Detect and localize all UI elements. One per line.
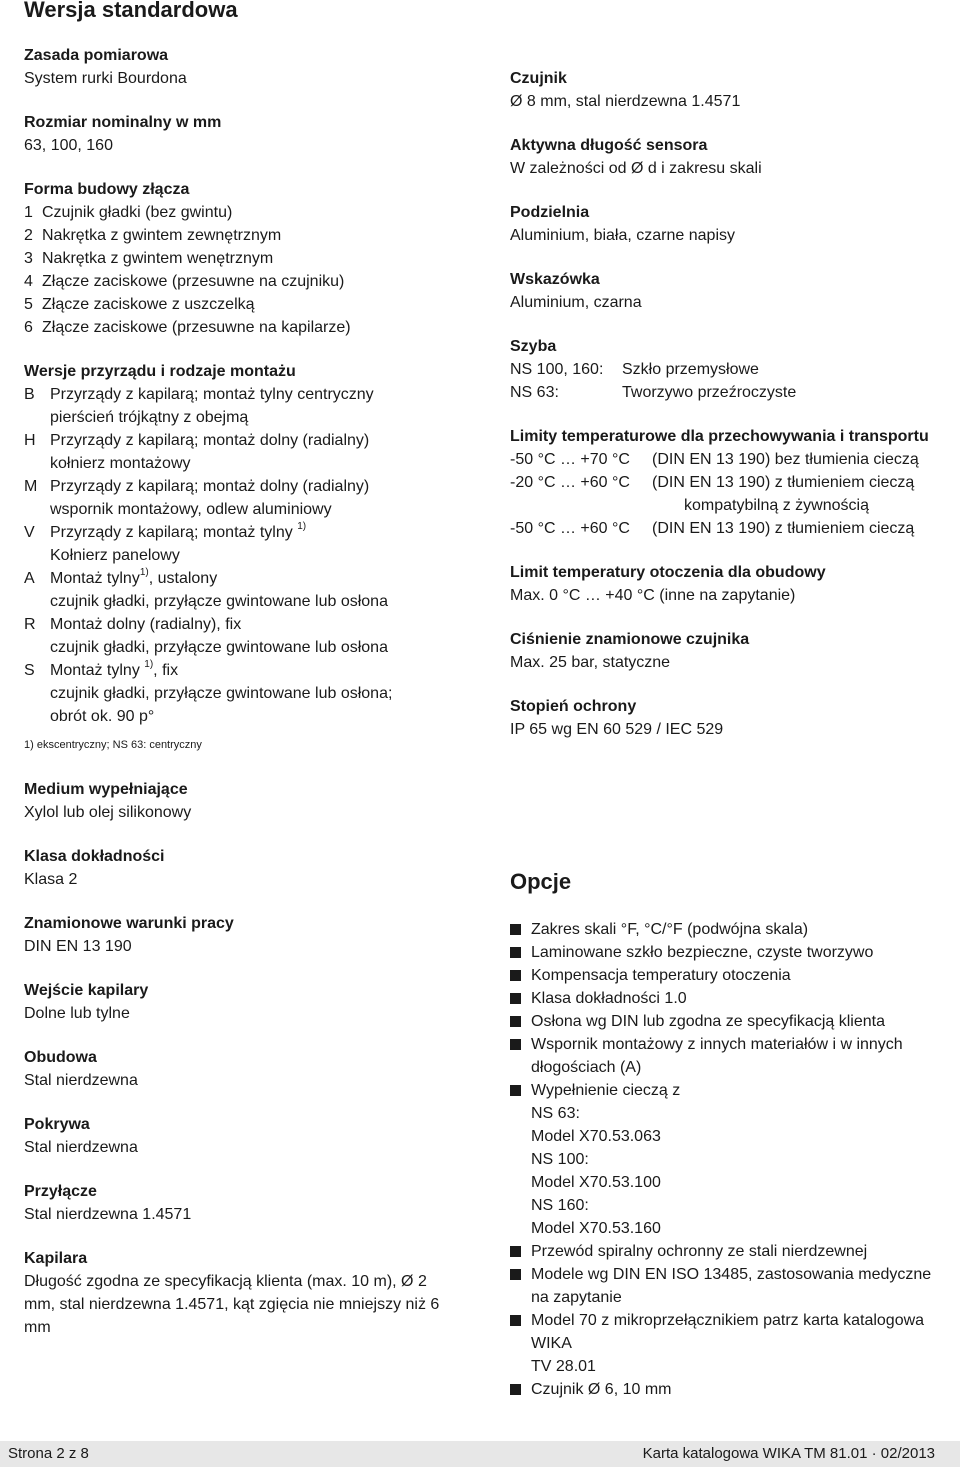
section-medium bbox=[24, 778, 474, 824]
list-item bbox=[24, 293, 484, 316]
option-text: Przewód spiralny ochronny ze stali nierdzewnej bbox=[531, 1243, 868, 1260]
section-value: W zależności od Ø d i zakresu skali bbox=[510, 160, 762, 177]
item-text: Złącze zaciskowe z uszczelką bbox=[42, 296, 255, 313]
temp-note: kompatybilną z żywnością bbox=[684, 497, 869, 514]
option-text: Kompensacja temperatury otoczenia bbox=[531, 967, 791, 984]
item-code: B bbox=[24, 386, 35, 403]
section-zasada bbox=[24, 44, 484, 90]
section-stopien bbox=[510, 695, 960, 741]
glass-row bbox=[510, 381, 960, 404]
option-text: Wypełnienie cieczą z bbox=[531, 1082, 681, 1099]
item-number: 1 bbox=[24, 204, 33, 221]
square-bullet-icon bbox=[510, 1016, 521, 1027]
section-value: Aluminium, biała, czarne napisy bbox=[510, 227, 735, 244]
list-item bbox=[24, 224, 484, 247]
section-obudowa bbox=[24, 1046, 474, 1092]
section-szyba bbox=[510, 335, 960, 404]
section-aktywna bbox=[510, 134, 960, 180]
option-item bbox=[510, 918, 960, 941]
item-line: Przyrządy z kapilarą; montaż tylny centryczny bbox=[50, 386, 374, 403]
option-item bbox=[510, 1240, 960, 1263]
square-bullet-icon bbox=[510, 924, 521, 935]
model-size: NS 63: bbox=[531, 1105, 580, 1122]
section-value: 63, 100, 160 bbox=[24, 137, 113, 154]
temp-row bbox=[510, 517, 960, 540]
list-item bbox=[24, 475, 484, 521]
temp-note: (DIN EN 13 190) z tłumieniem cieczą bbox=[652, 474, 915, 491]
section-pokrywa bbox=[24, 1113, 474, 1159]
section-title: Szyba bbox=[510, 338, 557, 355]
section-title: Zasada pomiarowa bbox=[24, 47, 169, 64]
option-item bbox=[510, 1309, 960, 1378]
item-code: H bbox=[24, 432, 36, 449]
section-title: Znamionowe warunki pracy bbox=[24, 915, 234, 932]
section-value: Długość zgodna ze specyfikacją klienta (max. 10 m), Ø 2 bbox=[24, 1273, 427, 1290]
list-item bbox=[24, 521, 484, 567]
square-bullet-icon bbox=[510, 947, 521, 958]
option-item bbox=[510, 987, 960, 1010]
option-text: Zakres skali °F, °C/°F (podwójna skala) bbox=[531, 921, 809, 938]
item-line-text: Przyrządy z kapilarą; montaż tylny bbox=[50, 524, 298, 541]
footnote-ref: 1) bbox=[144, 658, 154, 670]
options-column bbox=[510, 868, 960, 1401]
section-value: Aluminium, czarna bbox=[510, 294, 642, 311]
list-item bbox=[24, 316, 484, 339]
section-przylacze bbox=[24, 1180, 474, 1226]
footnote: 1) ekscentryczny; NS 63: centryczny bbox=[24, 739, 202, 751]
item-line bbox=[50, 521, 484, 544]
list-item bbox=[24, 567, 484, 613]
option-text: Wspornik montażowy z innych materiałów i w innych bbox=[531, 1036, 903, 1053]
option-item bbox=[510, 1378, 960, 1401]
item-line: wspornik montażowy, odlew aluminiowy bbox=[50, 501, 332, 518]
item-line-text: Montaż tylny bbox=[50, 662, 145, 679]
item-line: Montaż dolny (radialny), fix bbox=[50, 616, 242, 633]
section-value: System rurki Bourdona bbox=[24, 70, 187, 87]
option-text: Model 70 z mikroprzełącznikiem patrz karta katalogowa bbox=[531, 1312, 925, 1329]
section-value: Stal nierdzewna 1.4571 bbox=[24, 1206, 192, 1223]
item-number: 3 bbox=[24, 250, 33, 267]
section-klasa bbox=[24, 845, 474, 891]
glass-row bbox=[510, 358, 960, 381]
section-value: Klasa 2 bbox=[24, 871, 78, 888]
item-line: czujnik gładki, przyłącze gwintowane lub osłona bbox=[50, 639, 388, 656]
section-title: Pokrywa bbox=[24, 1116, 90, 1133]
temp-row bbox=[510, 448, 960, 471]
temp-range: -20 °C … +60 °C bbox=[510, 474, 630, 491]
item-line: Kołnierz panelowy bbox=[50, 547, 180, 564]
option-text: Czujnik Ø 6, 10 mm bbox=[531, 1381, 672, 1398]
square-bullet-icon bbox=[510, 1315, 521, 1326]
section-title: Podzielnia bbox=[510, 204, 590, 221]
item-code: R bbox=[24, 616, 36, 633]
section-limit-otoczenia bbox=[510, 561, 960, 607]
item-line-text: , ustalony bbox=[148, 570, 218, 587]
model-name: Model X70.53.063 bbox=[531, 1128, 661, 1145]
section-wejscie bbox=[24, 979, 474, 1025]
section-podzielnia bbox=[510, 201, 960, 247]
square-bullet-icon bbox=[510, 970, 521, 981]
page-number: Strona 2 z 8 bbox=[8, 1445, 89, 1462]
model-name: Model X70.53.100 bbox=[531, 1174, 661, 1191]
section-value: Stal nierdzewna bbox=[24, 1139, 138, 1156]
model-row bbox=[531, 1194, 680, 1240]
item-code: A bbox=[24, 570, 35, 587]
item-line: Przyrządy z kapilarą; montaż dolny (radialny) bbox=[50, 432, 370, 449]
section-value: Stal nierdzewna bbox=[24, 1072, 138, 1089]
option-text: Klasa dokładności 1.0 bbox=[531, 990, 687, 1007]
section-kapilara bbox=[24, 1247, 474, 1339]
mounting-list bbox=[24, 383, 484, 728]
section-title: Limit temperatury otoczenia dla obudowy bbox=[510, 564, 826, 581]
left-column-top bbox=[24, 44, 484, 773]
option-item bbox=[510, 1033, 960, 1079]
temp-note: (DIN EN 13 190) z tłumieniem cieczą bbox=[652, 520, 915, 537]
glass-type: Tworzywo przeźroczyste bbox=[622, 384, 797, 401]
connection-form-list bbox=[24, 201, 484, 339]
list-item bbox=[24, 201, 484, 224]
item-line: obrót ok. 90 p° bbox=[50, 708, 155, 725]
model-size: NS 100: bbox=[531, 1151, 589, 1168]
section-czujnik bbox=[510, 67, 960, 113]
section-wskazowka bbox=[510, 268, 960, 314]
section-value: DIN EN 13 190 bbox=[24, 938, 132, 955]
section-rozmiar bbox=[24, 111, 484, 157]
item-line: Przyrządy z kapilarą; montaż dolny (radialny) bbox=[50, 478, 370, 495]
section-value: Max. 0 °C … +40 °C (inne na zapytanie) bbox=[510, 587, 796, 604]
model-row bbox=[531, 1148, 680, 1194]
right-column-top bbox=[510, 67, 960, 762]
section-title: Aktywna długość sensora bbox=[510, 137, 708, 154]
options-list bbox=[510, 918, 960, 1401]
item-line-text: , fix bbox=[153, 662, 179, 679]
list-item bbox=[24, 383, 484, 429]
glass-type: Szkło przemysłowe bbox=[622, 361, 759, 378]
page-footer bbox=[0, 1441, 960, 1467]
section-title: Wskazówka bbox=[510, 271, 600, 288]
section-value: mm, stal nierdzewna 1.4571, kąt zgięcia nie mniejszy niż 6 bbox=[24, 1296, 440, 1313]
square-bullet-icon bbox=[510, 993, 521, 1004]
model-list bbox=[531, 1102, 680, 1240]
section-warunki bbox=[24, 912, 474, 958]
section-title: Rozmiar nominalny w mm bbox=[24, 114, 222, 131]
section-title: Wejście kapilary bbox=[24, 982, 149, 999]
section-title: Stopień ochrony bbox=[510, 698, 637, 715]
list-item bbox=[24, 429, 484, 475]
option-item bbox=[510, 964, 960, 987]
section-title: Wersje przyrządu i rodzaje montażu bbox=[24, 363, 296, 380]
square-bullet-icon bbox=[510, 1085, 521, 1096]
item-line: pierścień trójkątny z obejmą bbox=[50, 409, 249, 426]
item-line: czujnik gładki, przyłącze gwintowane lub osłona; bbox=[50, 685, 393, 702]
list-item bbox=[24, 659, 484, 728]
left-column-bottom bbox=[24, 778, 474, 1360]
section-title: Limity temperaturowe dla przechowywania i transportu bbox=[510, 428, 929, 445]
option-text: dłogościach (A) bbox=[531, 1059, 642, 1076]
section-value: Dolne lub tylne bbox=[24, 1005, 130, 1022]
list-item bbox=[24, 270, 484, 293]
option-item bbox=[510, 1079, 960, 1240]
item-text: Czujnik gładki (bez gwintu) bbox=[42, 204, 233, 221]
page-title: Wersja standardowa bbox=[24, 0, 238, 22]
square-bullet-icon bbox=[510, 1269, 521, 1280]
item-line bbox=[50, 567, 484, 590]
temp-note: (DIN EN 13 190) bez tłumienia cieczą bbox=[652, 451, 919, 468]
section-title: Medium wypełniające bbox=[24, 781, 188, 798]
list-item bbox=[24, 613, 484, 659]
square-bullet-icon bbox=[510, 1246, 521, 1257]
option-text: WIKA bbox=[531, 1335, 572, 1352]
glass-size: NS 100, 160: bbox=[510, 361, 604, 378]
item-line bbox=[50, 659, 484, 682]
section-value: IP 65 wg EN 60 529 / IEC 529 bbox=[510, 721, 724, 738]
footnote-ref: 1) bbox=[139, 566, 149, 578]
item-text: Nakrętka z gwintem wenętrznym bbox=[42, 250, 274, 267]
section-title: Forma budowy złącza bbox=[24, 181, 190, 198]
options-title: Opcje bbox=[510, 869, 572, 894]
item-code: V bbox=[24, 524, 35, 541]
section-wersje bbox=[24, 360, 484, 752]
section-title: Klasa dokładności bbox=[24, 848, 165, 865]
section-forma bbox=[24, 178, 484, 339]
item-code: M bbox=[24, 478, 38, 495]
option-text: Modele wg DIN EN ISO 13485, zastosowania medyczne bbox=[531, 1266, 932, 1283]
section-value: Xylol lub olej silikonowy bbox=[24, 804, 192, 821]
section-cisnienie bbox=[510, 628, 960, 674]
section-title: Obudowa bbox=[24, 1049, 97, 1066]
square-bullet-icon bbox=[510, 1039, 521, 1050]
glass-size: NS 63: bbox=[510, 384, 559, 401]
item-line: czujnik gładki, przyłącze gwintowane lub osłona bbox=[50, 593, 388, 610]
model-row bbox=[531, 1102, 680, 1148]
section-value: Ø 8 mm, stal nierdzewna 1.4571 bbox=[510, 93, 741, 110]
catalog-reference: Karta katalogowa WIKA TM 81.01 · 02/2013 bbox=[642, 1445, 935, 1462]
item-text: Złącze zaciskowe (przesuwne na kapilarze) bbox=[42, 319, 351, 336]
option-item bbox=[510, 1263, 960, 1309]
item-text: Złącze zaciskowe (przesuwne na czujniku) bbox=[42, 273, 345, 290]
section-title: Przyłącze bbox=[24, 1183, 97, 1200]
section-value: mm bbox=[24, 1319, 51, 1336]
square-bullet-icon bbox=[510, 1384, 521, 1395]
option-text: Osłona wg DIN lub zgodna ze specyfikacją klienta bbox=[531, 1013, 885, 1030]
temp-row bbox=[510, 471, 960, 517]
item-line: kołnierz montażowy bbox=[50, 455, 191, 472]
item-number: 2 bbox=[24, 227, 33, 244]
model-name: Model X70.53.160 bbox=[531, 1220, 661, 1237]
temp-range: -50 °C … +70 °C bbox=[510, 451, 630, 468]
option-item bbox=[510, 941, 960, 964]
option-text: na zapytanie bbox=[531, 1289, 622, 1306]
section-title: Kapilara bbox=[24, 1250, 88, 1267]
section-value: Max. 25 bar, statyczne bbox=[510, 654, 671, 671]
footnote-ref: 1) bbox=[297, 520, 307, 532]
item-number: 5 bbox=[24, 296, 33, 313]
item-number: 4 bbox=[24, 273, 33, 290]
model-size: NS 160: bbox=[531, 1197, 589, 1214]
section-title: Ciśnienie znamionowe czujnika bbox=[510, 631, 750, 648]
list-item bbox=[24, 247, 484, 270]
item-number: 6 bbox=[24, 319, 33, 336]
temp-range: -50 °C … +60 °C bbox=[510, 520, 630, 537]
option-item bbox=[510, 1010, 960, 1033]
item-code: S bbox=[24, 662, 35, 679]
option-text: TV 28.01 bbox=[531, 1358, 596, 1375]
item-line-text: Montaż tylny bbox=[50, 570, 140, 587]
option-text: Laminowane szkło bezpieczne, czyste tworzywo bbox=[531, 944, 874, 961]
item-text: Nakrętka z gwintem zewnętrznym bbox=[42, 227, 282, 244]
section-limity bbox=[510, 425, 960, 540]
section-title: Czujnik bbox=[510, 70, 567, 87]
